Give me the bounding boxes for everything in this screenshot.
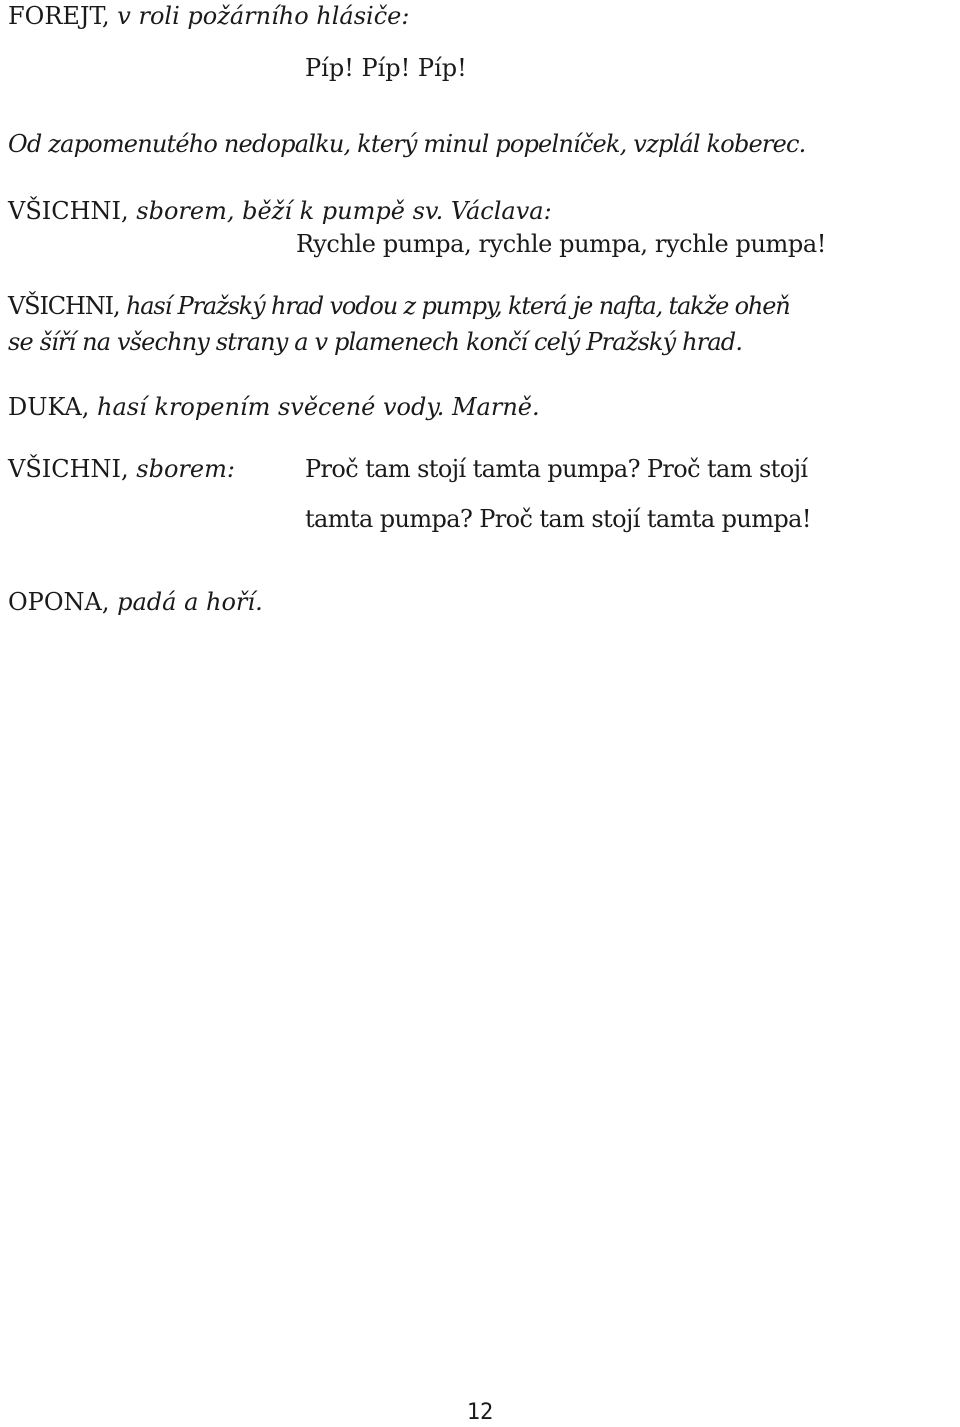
forejt-speech: Píp! Píp! Píp! bbox=[305, 54, 467, 82]
speaker-vsichni: VŠICHNI, bbox=[8, 455, 129, 483]
opona-line bbox=[8, 588, 263, 617]
vsichni-line-3 bbox=[8, 455, 235, 484]
vsichni-speech-3-line-2: tamta pumpa? Proč tam stojí tamta pumpa! bbox=[305, 505, 811, 533]
duka-line bbox=[8, 393, 540, 422]
speaker-vsichni: VŠICHNI, bbox=[8, 197, 129, 225]
speaker-duka: DUKA, bbox=[8, 393, 90, 421]
page-number: 12 bbox=[466, 1400, 494, 1425]
stage-direction: sborem: bbox=[136, 455, 235, 483]
vsichni-direction-2-cont: se šíří na všechny strany a v plamenech končí celý Pražský hrad. bbox=[8, 328, 743, 356]
vsichni-line-2 bbox=[8, 292, 790, 321]
vsichni-speech-3-line-1: Proč tam stojí tamta pumpa? Proč tam stojí bbox=[305, 455, 808, 483]
forejt-line bbox=[8, 2, 409, 31]
speaker-vsichni: VŠICHNI, bbox=[8, 292, 120, 320]
vsichni-speech-1: Rychle pumpa, rychle pumpa, rychle pumpa! bbox=[296, 230, 826, 258]
stage-direction: sborem, běží k pumpě sv. Václava: bbox=[136, 197, 552, 225]
speaker-opona: OPONA, bbox=[8, 588, 110, 616]
stage-direction: hasí kropením svěcené vody. Marně. bbox=[97, 393, 540, 421]
vsichni-line-1 bbox=[8, 197, 552, 226]
stage-direction: hasí Pražský hrad vodou z pumpy, která je nafta, takže oheň bbox=[125, 292, 790, 320]
stage-direction: v roli požárního hlásiče: bbox=[117, 2, 410, 30]
carpet-direction: Od zapomenutého nedopalku, který minul popelníček, vzplál koberec. bbox=[8, 130, 806, 158]
stage-direction: padá a hoří. bbox=[117, 588, 263, 616]
speaker-forejt: FOREJT, bbox=[8, 2, 110, 30]
